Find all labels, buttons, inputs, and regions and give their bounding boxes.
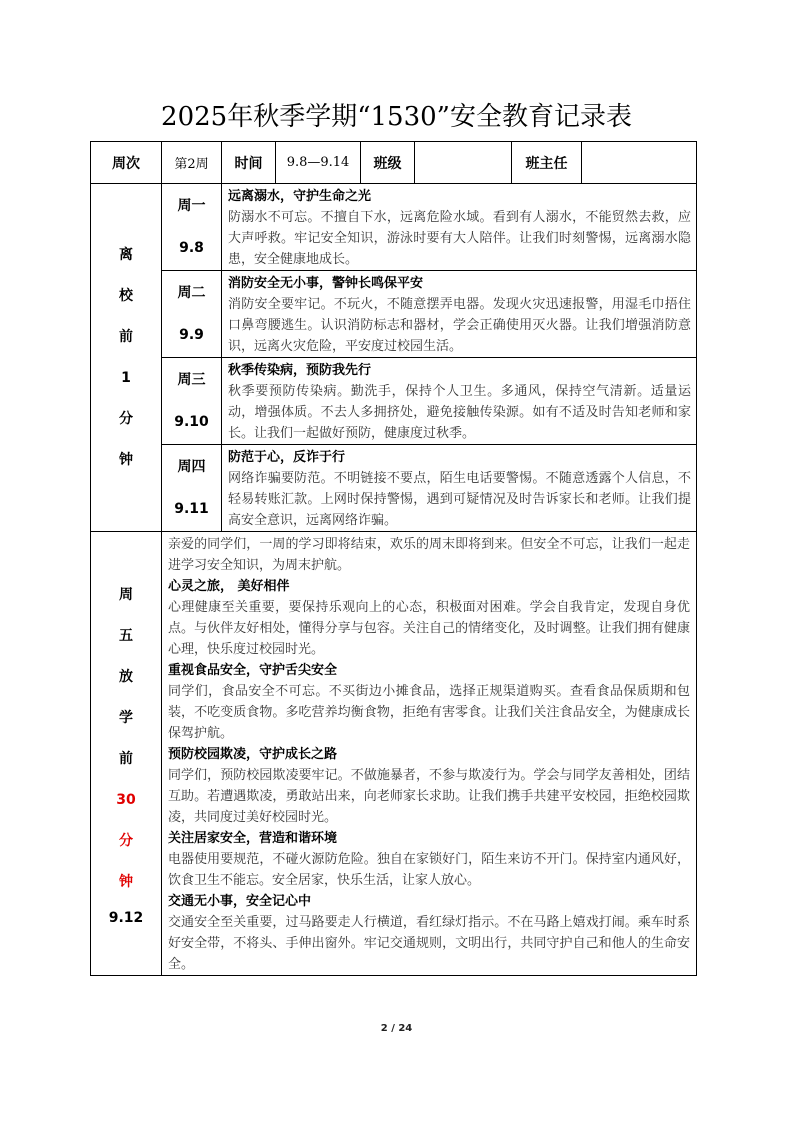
section-title: 关注居家安全，营造和谐环境 bbox=[168, 831, 338, 846]
friday-intro: 亲爱的同学们，一周的学习即将结束，欢乐的周末即将到来。但安全不可忘，让我们一起走进学习安全知识，为周末护航。 bbox=[168, 537, 690, 573]
vertical-char: 放 bbox=[119, 668, 133, 685]
time-label: 时间 bbox=[222, 142, 276, 184]
day-row-tuesday bbox=[91, 271, 697, 358]
section-title: 交通无小事，安全记心中 bbox=[168, 894, 312, 909]
day-topic-body: 防溺水不可忘。不擅自下水，远离危险水域。看到有人溺水，不能贸然去救，应大声呼救。牢记安全知识，游泳时要有大人陪伴。让我们时刻警惕，远离溺水隐患，安全健康地成长。 bbox=[228, 210, 691, 267]
friday-content bbox=[162, 532, 697, 976]
section-title: 心灵之旅， 美好相伴 bbox=[168, 579, 290, 594]
day-row-monday bbox=[91, 184, 697, 271]
day-content bbox=[222, 358, 697, 445]
class-label: 班级 bbox=[361, 142, 415, 184]
week-value: 第2周 bbox=[162, 142, 222, 184]
teacher-value bbox=[582, 142, 697, 184]
page-title: 2025年秋季学期“1530”安全教育记录表 bbox=[161, 102, 632, 132]
day-name: 周四 bbox=[177, 459, 206, 475]
friday-label bbox=[91, 532, 162, 976]
teacher-label: 班主任 bbox=[512, 142, 582, 184]
friday-date: 9.12 bbox=[108, 909, 144, 926]
day-date: 9.10 bbox=[174, 414, 209, 430]
day-content bbox=[222, 184, 697, 271]
page-number: 2 / 24 bbox=[380, 1023, 413, 1034]
day-topic-title: 秋季传染病，预防我先行 bbox=[228, 363, 372, 378]
vertical-char: 钟 bbox=[119, 451, 133, 468]
vertical-char-red: 钟 bbox=[119, 873, 133, 890]
vertical-char: 学 bbox=[119, 709, 133, 726]
friday-row bbox=[91, 532, 697, 976]
vertical-char: 分 bbox=[119, 410, 133, 427]
day-row-thursday bbox=[91, 445, 697, 532]
day-topic-body: 秋季要预防传染病。勤洗手，保持个人卫生。多通风，保持空气清新。适量运动，增强体质。不去人多拥挤处，避免接触传染源。如有不适及时告知老师和家长。让我们一起做好预防，健康度过秋季。 bbox=[228, 384, 691, 441]
day-content bbox=[222, 271, 697, 358]
day-topic-body: 消防安全要牢记。不玩火，不随意摆弄电器。发现火灾迅速报警，用湿毛巾捂住口鼻弯腰逃生。认识消防标志和器材，学会正确使用灭火器。让我们增强消防意识，远离火灾危险，平安度过校园生活。 bbox=[228, 297, 691, 354]
vertical-char: 五 bbox=[119, 627, 133, 644]
day-cell bbox=[162, 184, 222, 271]
day-name: 周一 bbox=[177, 198, 206, 214]
day-topic-title: 远离溺水，守护生命之光 bbox=[228, 189, 372, 204]
vertical-char: 1 bbox=[121, 369, 131, 386]
vertical-char: 校 bbox=[119, 287, 133, 304]
section-body: 同学们，食品安全不可忘。不买街边小摊食品，选择正规渠道购买。查看食品保质期和包装，不吃变质食物。多吃营养均衡食物，拒绝有害零食。让我们关注食品安全，为健康成长保驾护航。 bbox=[168, 684, 690, 741]
day-date: 9.9 bbox=[179, 327, 204, 343]
vertical-char: 周 bbox=[119, 586, 133, 603]
day-topic-body: 网络诈骗要防范。不明链接不要点，陌生电话要警惕。不随意透露个人信息，不轻易转账汇款。上网时保持警惕，遇到可疑情况及时告诉家长和老师。让我们提高安全意识，远离网络诈骗。 bbox=[228, 471, 691, 528]
section-title: 预防校园欺凌，守护成长之路 bbox=[168, 747, 338, 762]
section-body: 同学们，预防校园欺凌要牢记。不做施暴者，不参与欺凌行为。学会与同学友善相处，团结互助。若遭遇欺凌，勇敢站出来，向老师家长求助。让我们携手共建平安校园，拒绝校园欺凌，共同度过美好校园时光。 bbox=[168, 768, 690, 825]
day-cell bbox=[162, 358, 222, 445]
vertical-char: 离 bbox=[119, 246, 133, 263]
day-name: 周二 bbox=[177, 285, 206, 301]
vertical-char-red: 30 bbox=[116, 791, 136, 808]
day-date: 9.8 bbox=[179, 240, 204, 256]
time-value: 9.8—9.14 bbox=[276, 142, 361, 184]
section-title: 重视食品安全，守护舌尖安全 bbox=[168, 663, 338, 678]
week-label: 周次 bbox=[91, 142, 162, 184]
day-cell bbox=[162, 445, 222, 532]
day-cell bbox=[162, 271, 222, 358]
day-topic-title: 防范于心，反诈于行 bbox=[228, 450, 346, 465]
day-content bbox=[222, 445, 697, 532]
section-body: 心理健康至关重要，要保持乐观向上的心态，积极面对困难。学会自我肯定，发现自身优点。与伙伴友好相处，懂得分享与包容。关注自己的情绪变化，及时调整。让我们拥有健康心理，快乐度过校园时光。 bbox=[168, 600, 690, 657]
safety-record-table bbox=[90, 141, 697, 976]
header-row bbox=[91, 142, 697, 184]
vertical-char: 前 bbox=[119, 750, 133, 767]
day-topic-title: 消防安全无小事，警钟长鸣保平安 bbox=[228, 276, 424, 291]
before-school-label bbox=[91, 184, 162, 532]
day-row-wednesday bbox=[91, 358, 697, 445]
class-value bbox=[415, 142, 512, 184]
vertical-char: 前 bbox=[119, 328, 133, 345]
section-body: 交通安全至关重要，过马路要走人行横道，看红绿灯指示。不在马路上嬉戏打闹。乘车时系好安全带，不将头、手伸出窗外。牢记交通规则，文明出行，共同守护自己和他人的生命安全。 bbox=[168, 915, 690, 972]
section-body: 电器使用要规范，不碰火源防危险。独自在家锁好门，陌生来访不开门。保持室内通风好，饮食卫生不能忘。安全居家，快乐生活，让家人放心。 bbox=[168, 852, 690, 888]
day-date: 9.11 bbox=[174, 501, 209, 517]
vertical-char-red: 分 bbox=[119, 832, 133, 849]
day-name: 周三 bbox=[177, 372, 206, 388]
